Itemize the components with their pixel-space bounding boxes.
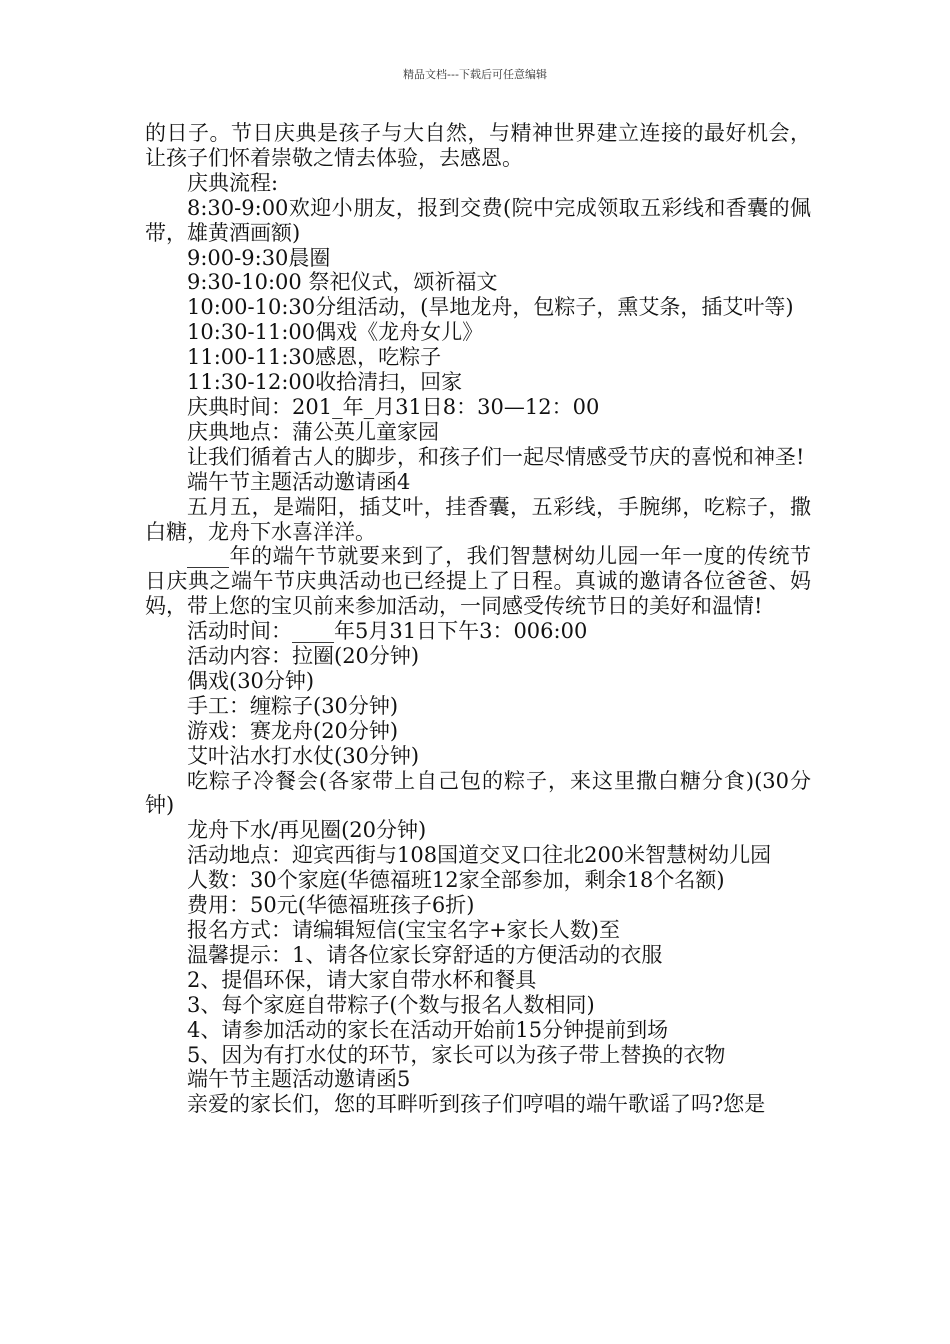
paragraph: 庆典时间：201_年_月31日8：30—12：00 <box>187 394 600 419</box>
paragraph: 五月五，是端阳，插艾叶，挂香囊，五彩线，手腕绑，吃粽子，撒白糖，龙舟下水喜洋洋。 <box>145 494 811 544</box>
paragraph: 活动时间：____年5月31日下午3：006:00 <box>187 619 588 644</box>
paragraph: 9:00-9:30晨圈 <box>187 245 331 270</box>
paragraph: 10:30-11:00偶戏《龙舟女儿》 <box>187 320 484 345</box>
paragraph: 活动内容：拉圈(20分钟) <box>187 644 420 669</box>
paragraph: 的日子。节日庆典是孩子与大自然，与精神世界建立连接的最好机会，让孩子们怀着崇敬之情去体验，去感恩。 <box>145 121 811 170</box>
paragraph: 5、因为有打水仗的环节，家长可以为孩子带上替换的衣物 <box>187 1042 726 1067</box>
paragraph: 亲爱的家长们，您的耳畔听到孩子们哼唱的端午歌谣了吗?您是 <box>187 1092 766 1117</box>
paragraph: 端午节主题活动邀请函4 <box>187 469 411 494</box>
paragraph: 11:00-11:30感恩，吃粽子 <box>187 345 442 370</box>
paragraph: 庆典流程: <box>187 170 279 195</box>
paragraph: 8:30-9:00欢迎小朋友，报到交费(院中完成领取五彩线和香囊的佩带，雄黄酒画额) <box>145 195 811 245</box>
paragraph: 温馨提示：1、请各位家长穿舒适的方便活动的衣服 <box>187 942 663 967</box>
paragraph: 吃粽子冷餐会(各家带上自己包的粽子，来这里撒白糖分食)(30分钟) <box>145 768 811 818</box>
paragraph: 庆典地点：蒲公英儿童家园 <box>187 419 439 444</box>
document-body <box>145 121 811 1117</box>
paragraph: ____年的端午节就要来到了，我们智慧树幼儿园一年一度的传统节日庆典之端午节庆典活动也已经提上了日程。真诚的邀请各位爸爸、妈妈，带上您的宝贝前来参加活动，一同感受传统节日的美好和温情! <box>145 544 811 619</box>
paragraph: 4、请参加活动的家长在活动开始前15分钟提前到场 <box>187 1017 669 1042</box>
paragraph: 报名方式：请编辑短信(宝宝名字+家长人数)至 <box>187 918 620 942</box>
paragraph: 让我们循着古人的脚步，和孩子们一起尽情感受节庆的喜悦和神圣! <box>187 444 805 469</box>
paragraph: 3、每个家庭自带粽子(个数与报名人数相同) <box>187 992 595 1017</box>
paragraph: 9:30-10:00 祭祀仪式，颂祈福文 <box>187 270 498 295</box>
paragraph: 10:00-10:30分组活动，(旱地龙舟，包粽子，熏艾条，插艾叶等) <box>187 295 794 320</box>
paragraph: 费用：50元(华德福班孩子6折) <box>187 893 475 918</box>
paragraph: 端午节主题活动邀请函5 <box>187 1067 411 1092</box>
paragraph: 人数：30个家庭(华德福班12家全部参加，剩余18个名额) <box>187 868 725 893</box>
paragraph: 艾叶沾水打水仗(30分钟) <box>187 743 420 768</box>
paragraph: 2、提倡环保，请大家自带水杯和餐具 <box>187 967 537 992</box>
paragraph: 11:30-12:00收拾清扫，回家 <box>187 370 463 395</box>
paragraph: 游戏：赛龙舟(20分钟) <box>187 718 399 743</box>
paragraph: 活动地点：迎宾西街与108国道交叉口往北200米智慧树幼儿园 <box>187 843 772 868</box>
paragraph: 偶戏(30分钟) <box>187 668 315 693</box>
paragraph: 手工：缠粽子(30分钟) <box>187 693 399 718</box>
page-header: 精品文档---下载后可任意编辑 <box>403 68 547 81</box>
paragraph: 龙舟下水/再见圈(20分钟) <box>187 818 427 843</box>
